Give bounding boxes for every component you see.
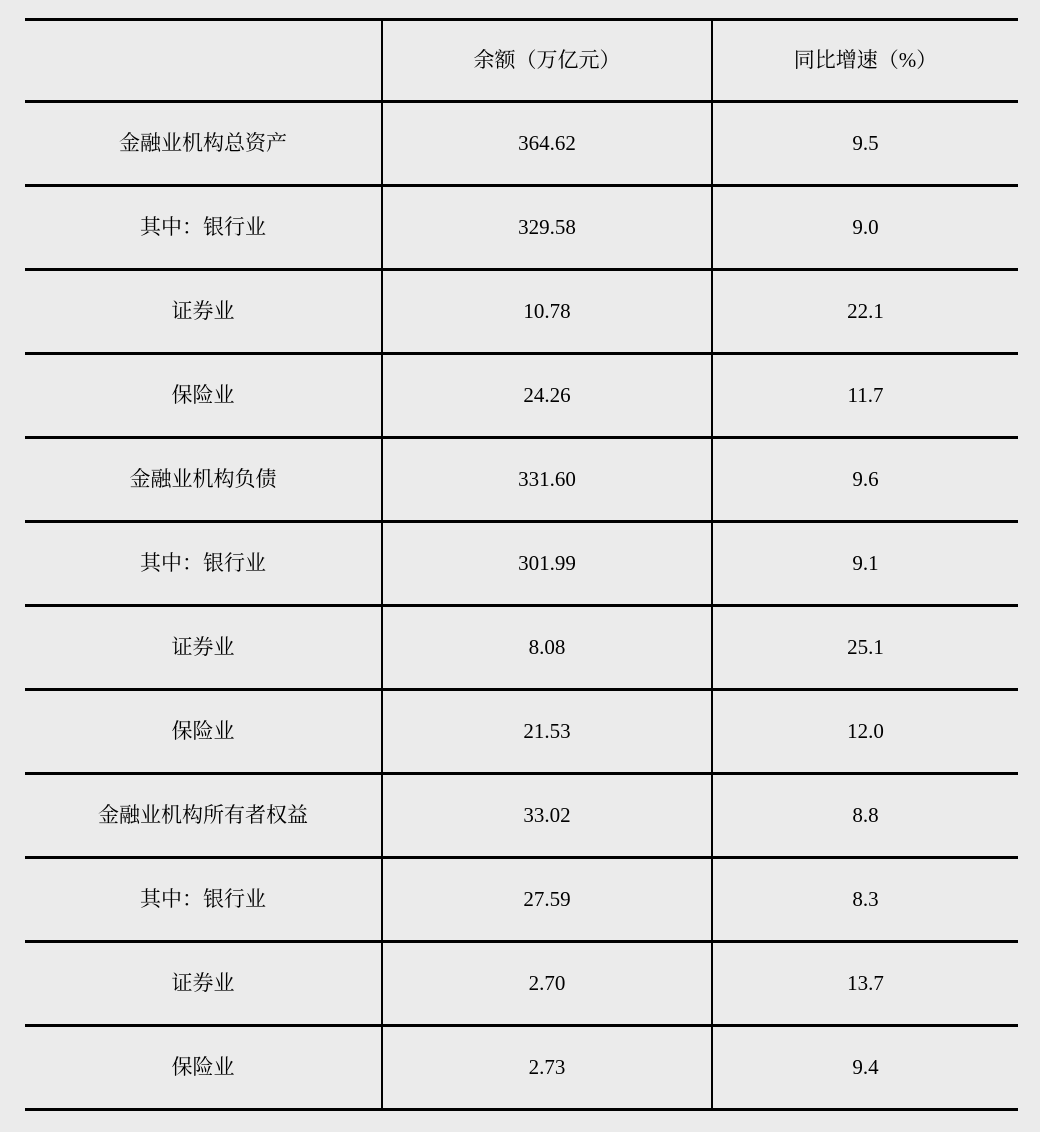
header-cell-balance: 余额（万亿元） [382,20,712,102]
balance-value: 8.08 [382,606,712,690]
table-row [25,690,1018,774]
balance-value: 329.58 [382,186,712,270]
balance-value: 2.70 [382,942,712,1026]
balance-value: 2.73 [382,1026,712,1110]
table-row [25,102,1018,186]
row-label: 金融业机构总资产 [119,131,287,155]
row-label: 金融业机构所有者权益 [98,803,308,827]
table-header-row [25,20,1018,102]
balance-value: 301.99 [382,522,712,606]
table-row [25,606,1018,690]
growth-value: 8.3 [712,858,1018,942]
balance-value: 364.62 [382,102,712,186]
balance-value: 331.60 [382,438,712,522]
growth-value: 11.7 [712,354,1018,438]
growth-value: 12.0 [712,690,1018,774]
row-label: 证券业 [171,299,235,323]
row-label: 其中：银行业 [140,215,266,239]
table-row [25,354,1018,438]
table-row [25,270,1018,354]
table-row [25,186,1018,270]
growth-value: 8.8 [712,774,1018,858]
row-label: 其中：银行业 [140,551,266,575]
row-label: 其中：银行业 [140,887,266,911]
growth-value: 9.5 [712,102,1018,186]
balance-value: 33.02 [382,774,712,858]
row-label: 保险业 [171,383,235,407]
growth-value: 9.6 [712,438,1018,522]
table-row [25,1026,1018,1110]
growth-value: 9.4 [712,1026,1018,1110]
growth-value: 13.7 [712,942,1018,1026]
table-row [25,522,1018,606]
header-cell-empty [25,20,382,102]
balance-value: 27.59 [382,858,712,942]
header-cell-growth: 同比增速（%） [712,20,1018,102]
growth-value: 22.1 [712,270,1018,354]
table-row [25,942,1018,1026]
balance-value: 24.26 [382,354,712,438]
growth-value: 25.1 [712,606,1018,690]
row-label: 证券业 [171,635,235,659]
row-label: 保险业 [171,719,235,743]
table-row [25,858,1018,942]
row-label: 金融业机构负债 [129,467,277,491]
growth-value: 9.0 [712,186,1018,270]
table-row [25,438,1018,522]
table-row [25,774,1018,858]
balance-value: 10.78 [382,270,712,354]
financial-overview-table [25,18,1018,1111]
balance-value: 21.53 [382,690,712,774]
growth-value: 9.1 [712,522,1018,606]
row-label: 保险业 [171,1055,235,1079]
row-label: 证券业 [171,971,235,995]
